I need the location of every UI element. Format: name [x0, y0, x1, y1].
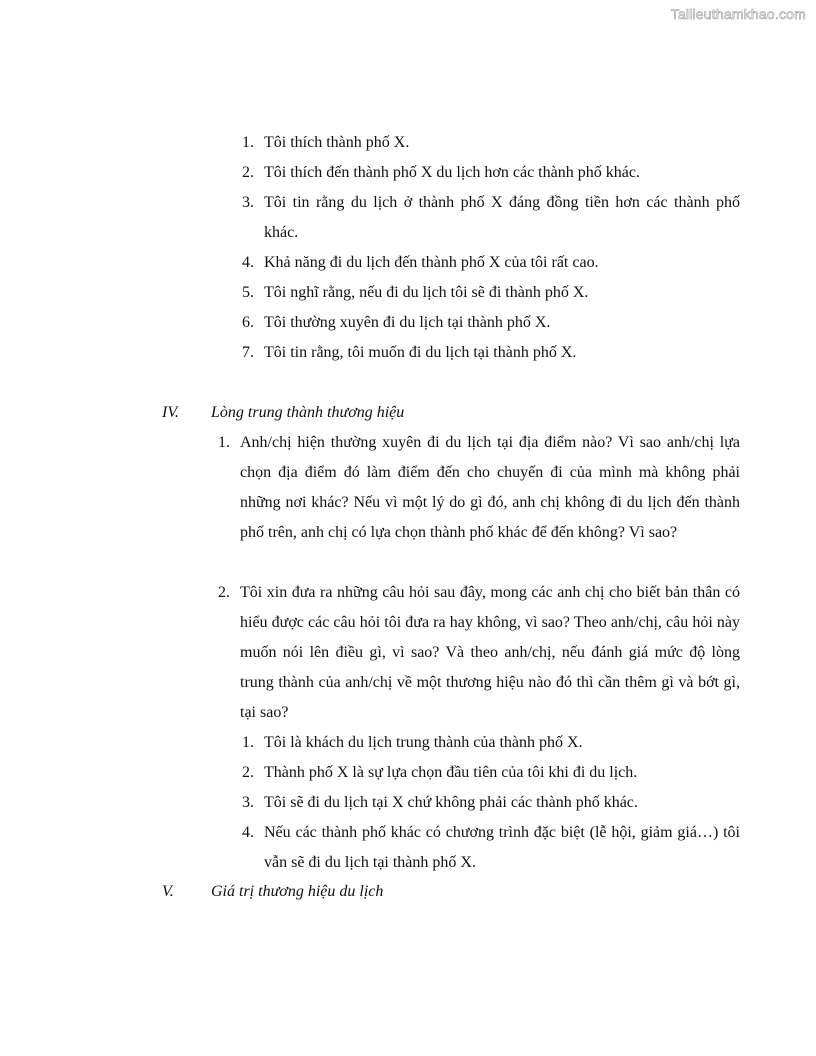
- list-item: [236, 818, 742, 878]
- list-number: 2.: [242, 764, 254, 781]
- section-title: Giá trị thương hiệu du lịch: [211, 883, 384, 900]
- question-text: Anh/chị hiện thường xuyên đi du lịch tại địa điểm nào? Vì sao anh/chị lựa chọn địa điểm đó làm điểm đến cho chuyến đi của mình mà không phải những nơi khác? Nếu vì một lý do gì đó, anh chị không đi du lịch đến thành phố trên, anh chị có lựa chọn thành phố khác để đến không? Vì sao?: [240, 434, 740, 541]
- watermark-text: Tailieuthamkhao.com: [670, 6, 806, 22]
- list-text: Tôi sẽ đi du lịch tại X chứ không phải các thành phố khác.: [264, 794, 638, 811]
- list-text: Nếu các thành phố khác có chương trình đặc biệt (lễ hội, giảm giá…) tôi vẫn sẽ đi du lịch tại thành phố X.: [264, 824, 740, 871]
- list-text: Thành phố X là sự lựa chọn đầu tiên của tôi khi đi du lịch.: [264, 764, 638, 781]
- question-number: 1.: [218, 434, 230, 451]
- question-item: [212, 428, 742, 578]
- list-number: 4.: [242, 254, 254, 271]
- list-number: 4.: [242, 824, 254, 841]
- section-numeral: V.: [162, 883, 174, 900]
- question-item: [212, 578, 742, 728]
- list-item: [236, 728, 742, 758]
- list-item: [236, 788, 742, 818]
- list-text: Tôi nghĩ rằng, nếu đi du lịch tôi sẽ đi thành phố X.: [264, 284, 589, 301]
- list-number: 7.: [242, 344, 254, 361]
- section-heading-v: [162, 877, 562, 907]
- list-text: Tôi là khách du lịch trung thành của thành phố X.: [264, 734, 583, 751]
- list-number: 5.: [242, 284, 254, 301]
- list-text: Tôi tin rằng, tôi muốn đi du lịch tại thành phố X.: [264, 344, 577, 361]
- list-text: Khả năng đi du lịch đến thành phố X của tôi rất cao.: [264, 254, 599, 271]
- list-text: Tôi thích đến thành phố X du lịch hơn các thành phố khác.: [264, 164, 640, 181]
- list-item: [236, 758, 742, 788]
- list-text: Tôi thường xuyên đi du lịch tại thành phố X.: [264, 314, 551, 331]
- list-item: [236, 338, 742, 368]
- list-item: [236, 158, 742, 188]
- list-item: [236, 308, 742, 338]
- section-numeral: IV.: [162, 404, 180, 421]
- list-number: 1.: [242, 734, 254, 751]
- question-number: 2.: [218, 584, 230, 601]
- list-text: Tôi tin rằng du lịch ở thành phố X đáng đồng tiền hơn các thành phố khác.: [264, 194, 740, 241]
- list-number: 6.: [242, 314, 254, 331]
- section-heading-iv: [162, 398, 562, 428]
- list-number: 3.: [242, 794, 254, 811]
- list-item: [236, 278, 742, 308]
- list-number: 2.: [242, 164, 254, 181]
- list-item: [236, 128, 742, 158]
- section-title: Lòng trung thành thương hiệu: [211, 404, 405, 421]
- question-text: Tôi xin đưa ra những câu hỏi sau đây, mong các anh chị cho biết bản thân có hiểu được các câu hỏi tôi đưa ra hay không, vì sao? Theo anh/chị, câu hỏi này muốn nói lên điều gì, vì sao? Và theo anh/chị, nếu đánh giá mức độ lòng trung thành của anh/chị về một thương hiệu nào đó thì cần thêm gì và bớt gì, tại sao?: [240, 584, 740, 721]
- list-number: 3.: [242, 194, 254, 211]
- list-item: [236, 188, 742, 248]
- list-item: [236, 248, 742, 278]
- list-text: Tôi thích thành phố X.: [264, 134, 410, 151]
- list-number: 1.: [242, 134, 254, 151]
